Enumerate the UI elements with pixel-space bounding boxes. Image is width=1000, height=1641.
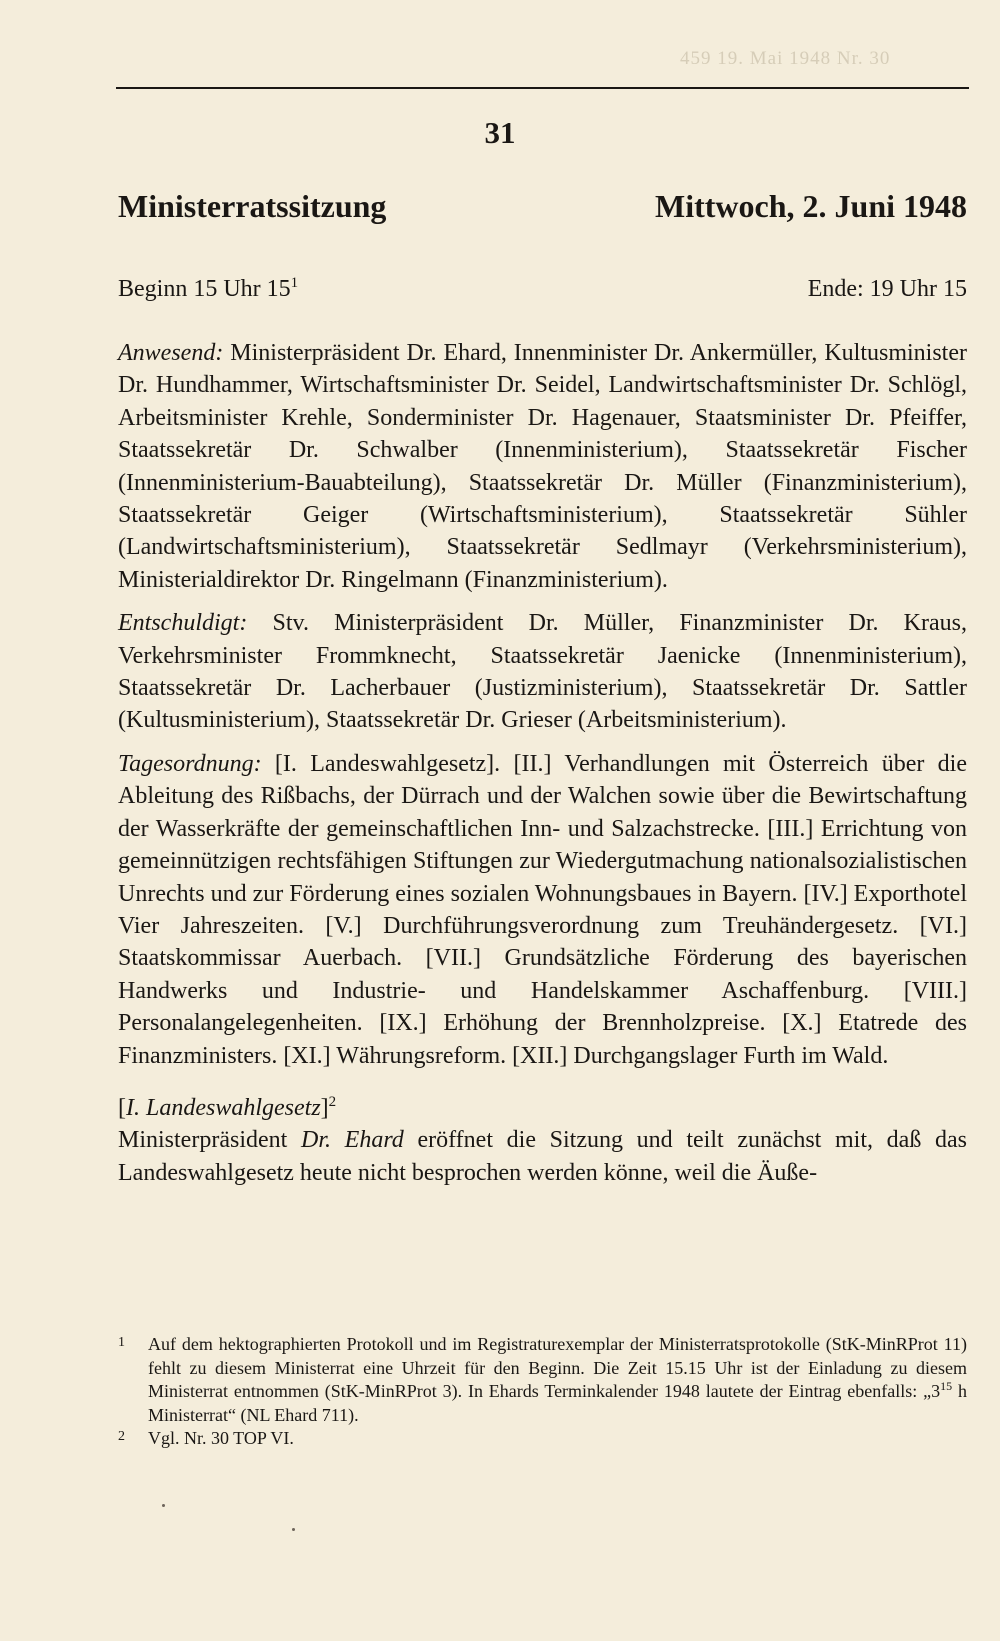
footnote-ref-2: 2	[328, 1093, 337, 1110]
footnote-text: Vgl. Nr. 30 TOP VI.	[148, 1428, 294, 1449]
section-text-start: Ministerpräsident	[118, 1127, 301, 1154]
paper-speck	[162, 1504, 165, 1507]
present-label: Anwesend:	[118, 340, 224, 366]
excused-paragraph	[118, 607, 967, 737]
excused-list: Stv. Ministerpräsident Dr. Müller, Finanzminister Dr. Kraus, Verkehrsminister Frommknecht, Staatssekretär Jaenicke (Innenministerium), Staatssekretär Dr. Lacherbauer (Justizministerium), Staatssekretär Dr. Sattler (Kultusministerium), Staatssekretär Dr. Grieser (Arbeitsministerium).	[118, 610, 967, 734]
session-date: Mittwoch, 2. Juni 1948	[655, 188, 967, 224]
session-title: Ministerratssitzung	[118, 188, 387, 224]
present-paragraph	[118, 337, 967, 596]
section-bracket-open: [	[118, 1094, 126, 1121]
agenda-list: [I. Landeswahlgesetz]. [II.] Verhandlungen mit Österreich über die Ableitung des Rißbachs, der Dürrach und der Walchen sowie über die Bewirtschaftung der Wasserkräfte der gemeinschaftlichen Inn- und Salzachstrecke. [III.] Errichtung von gemeinnützigen rechtsfähigen Stiftungen zur Wiedergutmachung nationalsozialistischen Unrechts und zur Förderung eines sozialen Wohnungsbaues in Bayern. [IV.] Exporthotel Vier Jahreszeiten. [V.] Durchführungsverordnung zum Treuhändergesetz. [VI.] Staatskommissar Auerbach. [VII.] Grundsätzliche Förderung des bayerischen Handwerks und Industrie- und Handelskammer Aschaffenburg. [VIII.] Personalangelegenheiten. [IX.] Erhöhung der Brennholzpreise. [X.] Etatrede des Finanzministers. [XI.] Währungsreform. [XII.] Durchgangslager Furth im Wald.	[118, 750, 967, 1069]
section-text-rest: eröffnet die Sitzung und teilt zunächst mit, daß das Landeswahlgesetz heute nicht besprochen werden könne, weil die Äuße-	[118, 1127, 968, 1186]
begin-time	[118, 276, 298, 303]
footnote-1	[118, 1333, 967, 1427]
agenda-label: Tagesordnung:	[118, 750, 262, 777]
footnotes	[118, 1333, 967, 1451]
footnote-mark: 1	[118, 1335, 125, 1350]
footnote-2	[118, 1427, 967, 1451]
section-bracket-close: ]	[320, 1094, 329, 1121]
section-paragraph	[118, 1124, 967, 1189]
excused-label: Entschuldigt:	[118, 610, 248, 637]
footnote-ref-1: 1	[290, 275, 299, 291]
session-times	[118, 276, 967, 306]
footnote-text-end: h Ministerrat“ (NL Ehard 711).	[148, 1381, 967, 1425]
session-heading	[118, 188, 967, 228]
agenda-paragraph	[118, 748, 967, 1072]
paper-speck	[292, 1528, 295, 1531]
section-title: I. Landeswahlgesetz	[126, 1094, 321, 1121]
end-time: Ende: 19 Uhr 15	[807, 276, 967, 302]
header-rule	[116, 87, 969, 89]
begin-time-text: Beginn 15 Uhr 15	[118, 276, 291, 302]
footnote-text: Auf dem hektographierten Protokoll und im Registraturexemplar der Ministerratsprotokolle (StK-MinRProt 11) fehlt zu diesem Ministerrat eine Uhrzeit für den Beginn. Die Zeit 15.15 Uhr ist der Einladung zu diesem Ministerrat entnommen (StK-MinRProt 3). In Ehards Terminkalender 1948 lautete der Eintrag ebenfalls: „3	[148, 1334, 967, 1402]
main-text	[118, 337, 967, 1200]
footnote-superscript: 15	[940, 1379, 953, 1394]
footnote-mark: 2	[118, 1429, 125, 1445]
document-number: 31	[484, 115, 516, 150]
running-header: 459 19. Mai 1948 Nr. 30	[680, 48, 891, 69]
present-list: Ministerpräsident Dr. Ehard, Innenminister Dr. Ankermüller, Kultusminister Dr. Hundhammer, Wirtschaftsminister Dr. Seidel, Landwirtschaftsminister Dr. Schlögl, Arbeitsminister Krehle, Sonderminister Dr. Hagenauer, Staatsminister Dr. Pfeiffer, Staatssekretär Dr. Schwalber (Innenministerium), Staatssekretär Fischer (Innenministerium-Bauabteilung), Staatssekretär Dr. Müller (Finanzministerium), Staatssekretär Geiger (Wirtschaftsministerium), Staatssekretär Sühler (Landwirtschaftsministerium), Staatssekretär Sedlmayr (Verkehrsministerium), Ministerialdirektor Dr. Ringelmann (Finanzministerium).	[118, 340, 967, 593]
section-heading	[118, 1092, 967, 1124]
speaker-name: Dr. Ehard	[300, 1127, 404, 1154]
